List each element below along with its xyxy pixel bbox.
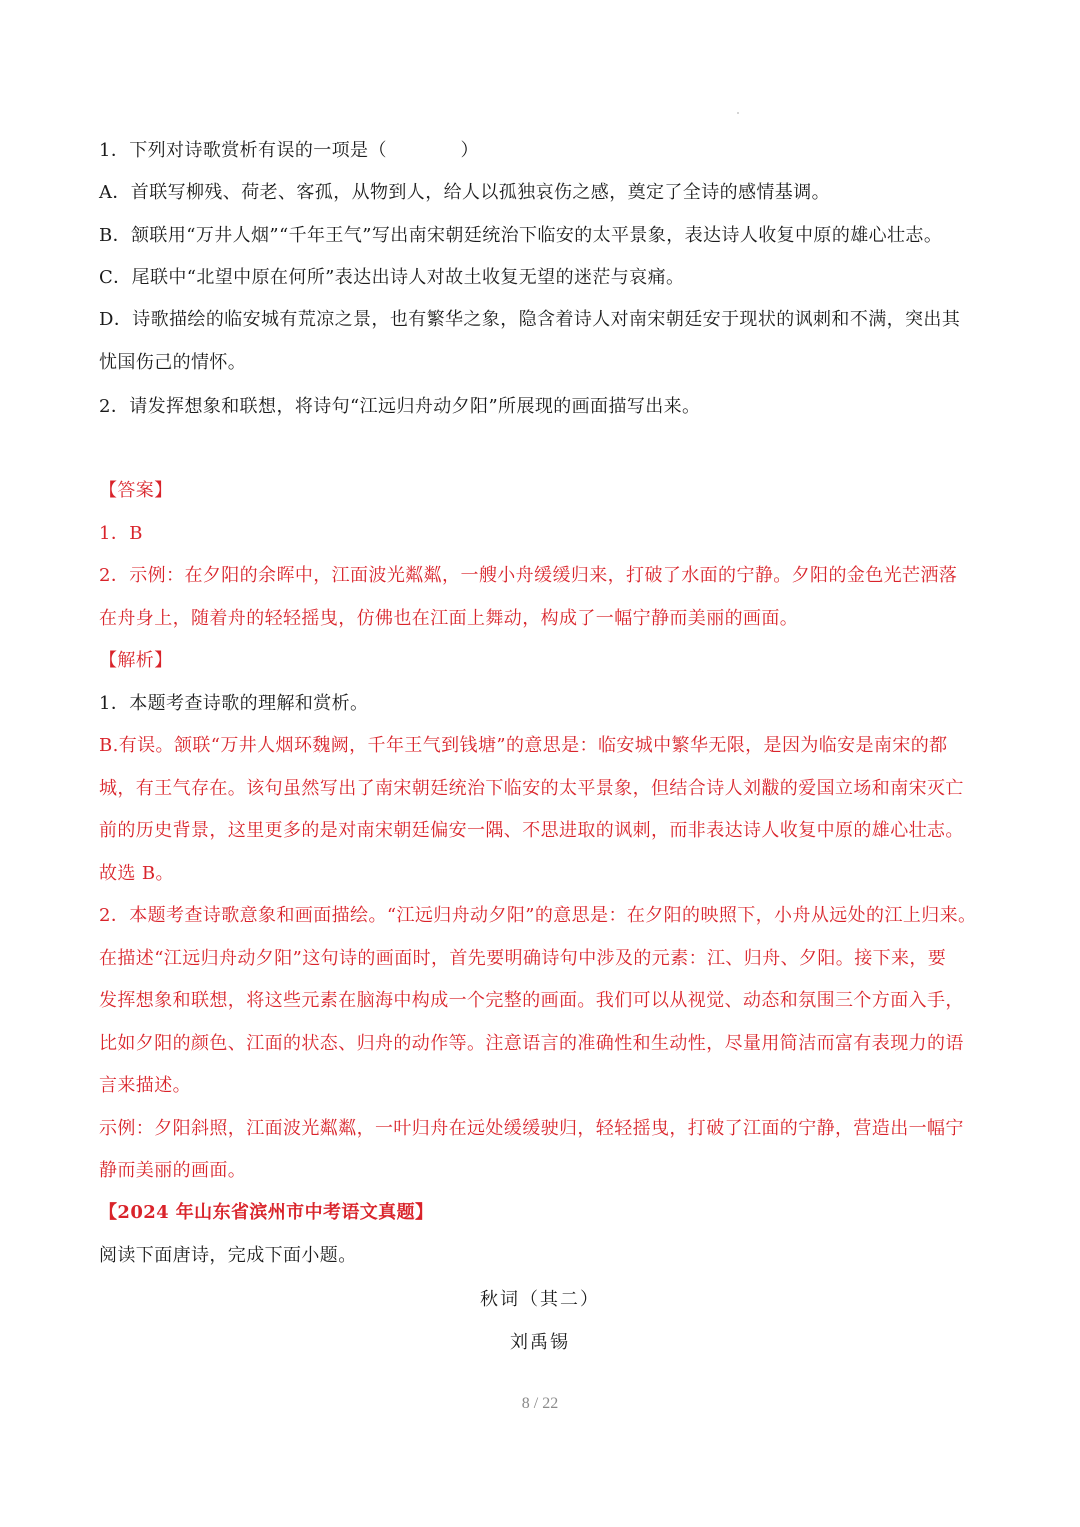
analysis-2-line-5: 言来描述。 <box>99 1075 191 1096</box>
option-a: A．首联写柳残、荷老、客孤，从物到人，给人以孤独哀伤之感，奠定了全诗的感情基调。 <box>99 182 830 203</box>
analysis-example-line-2: 静而美丽的画面。 <box>99 1160 247 1181</box>
option-d-line-2: 忧国伤己的情怀。 <box>99 352 247 373</box>
analysis-heading: 【解析】 <box>99 650 173 671</box>
section-heading: 【2024 年山东省滨州市中考语文真题】 <box>99 1202 434 1223</box>
option-d-line-1: D．诗歌描绘的临安城有荒凉之景，也有繁华之象，隐含着诗人对南宋朝廷安于现状的讽刺和不满，突出其 <box>99 309 961 330</box>
option-b: B．颔联用“万井人烟”“千年王气”写出南宋朝廷统治下临安的太平景象，表达诗人收复中原的雄心壮志。 <box>99 225 943 246</box>
poem-title: 秋词（其二） <box>480 1289 600 1310</box>
analysis-2-line-3: 发挥想象和联想，将这些元素在脑海中构成一个完整的画面。我们可以从视觉、动态和氛围三个方面入手， <box>99 990 964 1011</box>
analysis-2-line-2: 在描述“江远归舟动夕阳”这句诗的画面时，首先要明确诗句中涉及的元素：江、归舟、夕阳。接下来，要 <box>99 948 947 969</box>
answer-heading: 【答案】 <box>99 480 173 501</box>
question-1: 1．下列对诗歌赏析有误的一项是（ ） <box>99 140 479 161</box>
analysis-2-line-4: 比如夕阳的颜色、江面的状态、归舟的动作等。注意语言的准确性和生动性，尽量用简洁而富有表现力的语 <box>99 1033 964 1054</box>
reading-instruction: 阅读下面唐诗，完成下面小题。 <box>99 1245 357 1266</box>
analysis-1-line-3: 前的历史背景，这里更多的是对南宋朝廷偏安一隅、不思进取的讽刺，而非表达诗人收复中原的雄心壮志。 <box>99 820 964 841</box>
option-c: C．尾联中“北望中原在何所”表达出诗人对故土收复无望的迷茫与哀痛。 <box>99 267 685 288</box>
analysis-1-line-4: 故选 B。 <box>99 863 174 884</box>
scan-speck <box>737 112 739 114</box>
analysis-1-line-1: B.有误。颔联“万井人烟环魏阙，千年王气到钱塘”的意思是：临安城中繁华无限，是因为临安是南宋的都 <box>99 735 948 756</box>
poem-author: 刘禹锡 <box>510 1332 570 1353</box>
answer-1: 1．B <box>99 523 143 544</box>
question-2: 2．请发挥想象和联想，将诗句“江远归舟动夕阳”所展现的画面描写出来。 <box>99 396 701 417</box>
analysis-2-line-1: 2．本题考查诗歌意象和画面描绘。“江远归舟动夕阳”的意思是：在夕阳的映照下，小舟从远处的江上归来。 <box>99 905 977 926</box>
answer-2-line-1: 2．示例：在夕阳的余晖中，江面波光粼粼，一艘小舟缓缓归来，打破了水面的宁静。夕阳的金色光芒洒落 <box>99 565 958 586</box>
answer-2-line-2: 在舟身上，随着舟的轻轻摇曳，仿佛也在江面上舞动，构成了一幅宁静而美丽的画面。 <box>99 608 799 629</box>
analysis-1-line-2: 城，有王气存在。该句虽然写出了南宋朝廷统治下临安的太平景象，但结合诗人刘黻的爱国立场和南宋灭亡 <box>99 778 964 799</box>
analysis-1-intro: 1．本题考查诗歌的理解和赏析。 <box>99 693 369 714</box>
page-number: 8 / 22 <box>521 1395 559 1412</box>
analysis-example-line-1: 示例：夕阳斜照，江面波光粼粼，一叶归舟在远处缓缓驶归，轻轻摇曳，打破了江面的宁静，营造出一幅宁 <box>99 1118 964 1139</box>
